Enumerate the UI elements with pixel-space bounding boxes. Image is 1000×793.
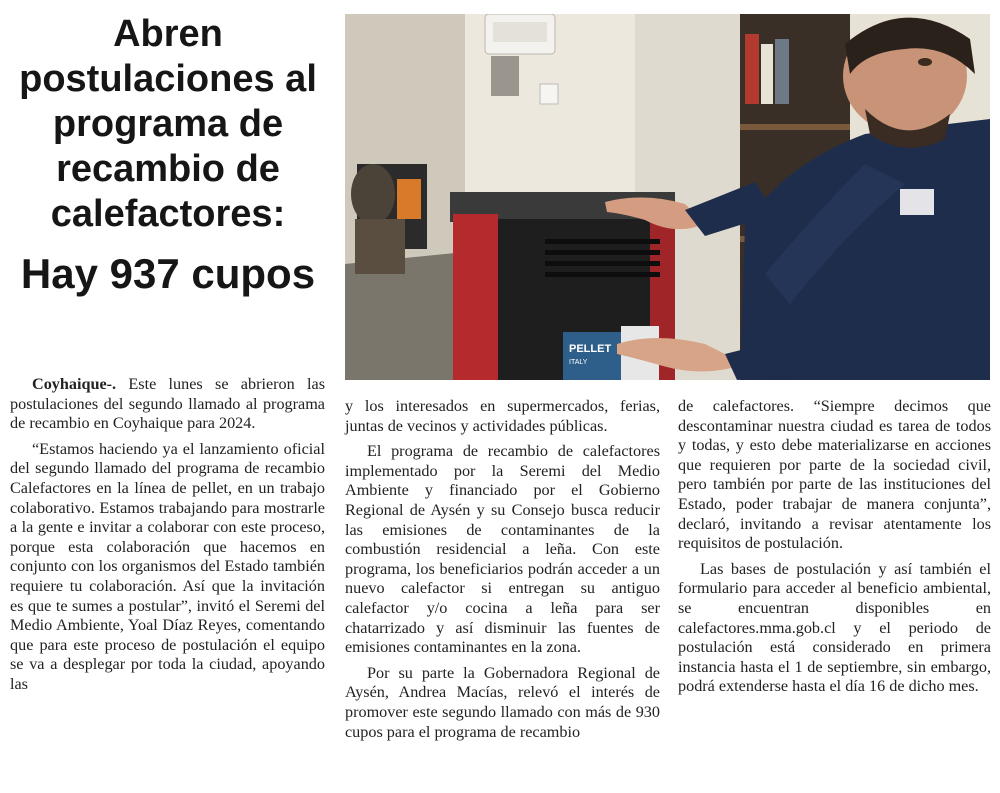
- headline: [10, 12, 326, 299]
- article-paragraph: y los interesados en supermercados, ferias, juntas de vecinos y actividades públicas.: [345, 397, 660, 435]
- dateline: Coyhaique-.: [32, 375, 117, 393]
- article-photo: [345, 14, 990, 380]
- article-paragraph: “Estamos haciendo ya el lanzamiento oficial del segundo llamado del programa de recambio Calefactores en la línea de pellet, en un trabajo colaborativo. Estamos trabajando para mostrarle a la gente e invitar a colaborar con este proceso, porque esta colaboración que hacemos en conjunto con los organismos del Estado también requiere tu colaboración. Así que la invitación es que te sumes a postular”, invitó el Seremi del Medio Ambiente, Yoal Díaz Reyes, comentando que para este proceso de postulación el equipo se va a desplegar por toda la ciudad, apoyando las: [10, 439, 325, 693]
- article-paragraph: El programa de recambio de calefactores implementado por la Seremi del Medio Ambiente y financiado por el Gobierno Regional de Aysén y su Consejo busca reducir las emisiones de contaminantes de la combustión residencial a leña. Con este programa, los beneficiarios podrán acceder a un nuevo calefactor si entregan su antiguo calefactor y/o cocina a leña para ser chatarrizado y así disminuir las fuentes de emisiones contaminantes en la zona.: [345, 442, 660, 657]
- article-paragraph: Las bases de postulación y así también el formulario para acceder al beneficio ambiental, se encuentran disponibles en calefactores.mma.gob.cl y el periodo de postulación está considerado en primera instancia hasta el 1 de septiembre, sin embargo, podrá extenderse hasta el día 16 de dicho mes.: [678, 559, 991, 696]
- article-column-3: [678, 397, 991, 703]
- article-column-1: [10, 375, 325, 701]
- paragraph-text: Este lunes se abrieron las postulaciones del segundo llamado al programa de recambio en Coyhaique para 2024.: [10, 375, 325, 433]
- stove-label-subtext: ITALY: [569, 359, 588, 366]
- stove-label-text: PELLET: [569, 343, 612, 355]
- article-paragraph: de calefactores. “Siempre decimos que descontaminar nuestra ciudad es tarea de todos y todas, y esto debe materializarse en acciones que requieren por parte de la sociedad civil, pero también por parte de las instituciones del Estado, poder trabajar de manera conjunta”, declaró, invitando a revisar atentamente los requisitos de postulación.: [678, 397, 991, 553]
- article-paragraph: [10, 375, 325, 434]
- article-paragraph: Por su parte la Gobernadora Regional de Aysén, Andrea Macías, relevó el interés de promover este segundo llamado con más de 930 cupos para el programa de recambio: [345, 663, 660, 741]
- headline-main: Abren postulaciones al programa de recambio de calefactores:: [19, 13, 317, 235]
- headline-sub: Hay 937 cupos: [20, 250, 316, 297]
- stove-photo-illustration: [345, 14, 990, 380]
- article-column-2: [345, 397, 660, 748]
